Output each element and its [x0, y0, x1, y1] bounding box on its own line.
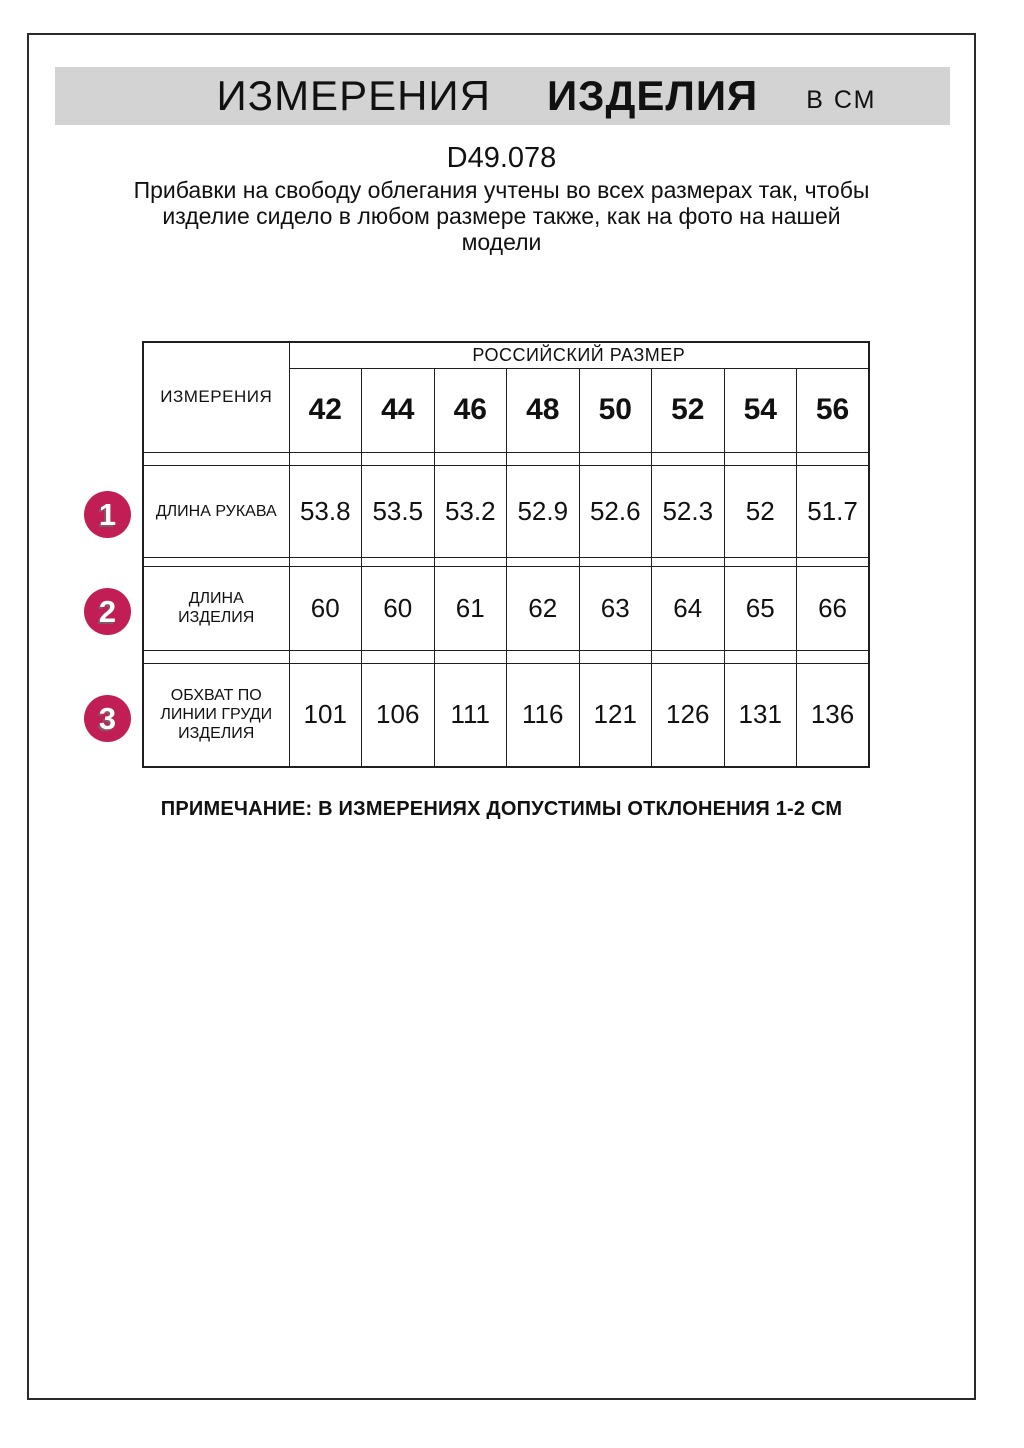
- table-row-chest-girth: [143, 663, 869, 767]
- measurement-value: 53.8: [289, 465, 362, 557]
- size-column-header: 52: [652, 368, 725, 452]
- measurement-value: 51.7: [797, 465, 870, 557]
- spacer-cell: [362, 650, 435, 663]
- row-number-badge-1: 1: [84, 491, 131, 538]
- row-label-chest-girth: [143, 663, 289, 767]
- row-label-garment-length: [143, 566, 289, 650]
- measurement-value: 64: [652, 566, 725, 650]
- measurement-value: 53.5: [362, 465, 435, 557]
- fit-description-line-1: Прибавки на свободу облегания учтены во всех размерах так, чтобы: [133, 177, 870, 203]
- row-label-line: ИЗДЕЛИЯ: [178, 725, 255, 743]
- measurement-value: 111: [434, 663, 507, 767]
- size-column-header: 44: [362, 368, 435, 452]
- spacer-cell: [362, 557, 435, 566]
- spacer-cell: [652, 650, 725, 663]
- measurement-value: 126: [652, 663, 725, 767]
- measurement-value: 52.6: [579, 465, 652, 557]
- spacer-cell: [579, 650, 652, 663]
- size-column-header: 48: [507, 368, 580, 452]
- spacer-cell: [434, 557, 507, 566]
- size-column-header: 50: [579, 368, 652, 452]
- measurement-value: 62: [507, 566, 580, 650]
- fit-description: [27, 177, 976, 255]
- fit-description-line-3: модели: [461, 229, 542, 255]
- table-spacer-row: [143, 650, 869, 663]
- size-measurements-table: [142, 341, 870, 768]
- corner-header-cell: ИЗМЕРЕНИЯ: [143, 342, 289, 452]
- spacer-cell: [652, 557, 725, 566]
- size-column-header: 54: [724, 368, 797, 452]
- size-column-header: 42: [289, 368, 362, 452]
- spacer-cell: [579, 452, 652, 465]
- spacer-cell: [434, 650, 507, 663]
- measurement-value: 63: [579, 566, 652, 650]
- measurement-value: 106: [362, 663, 435, 767]
- header-unit-label: В СМ: [806, 86, 877, 114]
- spacer-cell: [507, 650, 580, 663]
- row-number-badge-3: 3: [84, 695, 131, 742]
- table-row: [143, 342, 869, 368]
- row-label-line: ДЛИНА: [188, 590, 244, 607]
- measurement-value: 53.2: [434, 465, 507, 557]
- measurement-value: 52.9: [507, 465, 580, 557]
- measurement-value: 116: [507, 663, 580, 767]
- table-row-sleeve-length: [143, 465, 869, 557]
- fit-description-line-2: изделие сидело в любом размере также, как на фото на нашей: [162, 203, 841, 229]
- spacer-cell: [579, 557, 652, 566]
- product-code: D49.078: [446, 142, 557, 174]
- spacer-cell: [289, 452, 362, 465]
- size-column-header: 46: [434, 368, 507, 452]
- table-row-garment-length: [143, 566, 869, 650]
- spacer-cell: [507, 557, 580, 566]
- measurement-value: 65: [724, 566, 797, 650]
- measurement-value: 60: [289, 566, 362, 650]
- row-label-sleeve-length: [143, 465, 289, 557]
- row-label-line: ДЛИНА РУКАВА: [155, 502, 277, 520]
- spacer-cell: [362, 452, 435, 465]
- spacer-cell: [724, 557, 797, 566]
- spacer-cell: [143, 452, 289, 465]
- table-spacer-row: [143, 557, 869, 566]
- spacer-cell: [507, 452, 580, 465]
- tolerance-note: ПРИМЕЧАНИЕ: В ИЗМЕРЕНИЯХ ДОПУСТИМЫ ОТКЛОНЕНИЯ 1-2 СМ: [160, 798, 843, 820]
- spacer-cell: [797, 650, 870, 663]
- spacer-cell: [797, 557, 870, 566]
- header-title-measurements: ИЗМЕРЕНИЯ: [216, 72, 491, 119]
- measurement-value: 52.3: [652, 465, 725, 557]
- spacer-cell: [143, 557, 289, 566]
- header-title-product: ИЗДЕЛИЯ: [546, 72, 759, 119]
- measurement-value: 101: [289, 663, 362, 767]
- spacer-cell: [289, 557, 362, 566]
- row-label-line: ОБХВАТ ПО: [170, 687, 262, 705]
- spacer-cell: [434, 452, 507, 465]
- russian-size-group-header: РОССИЙСКИЙ РАЗМЕР: [289, 342, 869, 368]
- table-spacer-row: [143, 452, 869, 465]
- row-label-line: ЛИНИИ ГРУДИ: [160, 706, 273, 724]
- measurement-value: 136: [797, 663, 870, 767]
- size-column-header: 56: [797, 368, 870, 452]
- spacer-cell: [724, 452, 797, 465]
- spacer-cell: [289, 650, 362, 663]
- row-label-line: ИЗДЕЛИЯ: [178, 609, 255, 626]
- measurement-value: 61: [434, 566, 507, 650]
- spacer-cell: [724, 650, 797, 663]
- spacer-cell: [652, 452, 725, 465]
- page-header-bar: [55, 67, 950, 125]
- row-number-badge-2: 2: [84, 588, 131, 635]
- measurement-value: 131: [724, 663, 797, 767]
- measurement-value: 52: [724, 465, 797, 557]
- spacer-cell: [797, 452, 870, 465]
- measurement-value: 60: [362, 566, 435, 650]
- spacer-cell: [143, 650, 289, 663]
- measurement-value: 121: [579, 663, 652, 767]
- measurement-value: 66: [797, 566, 870, 650]
